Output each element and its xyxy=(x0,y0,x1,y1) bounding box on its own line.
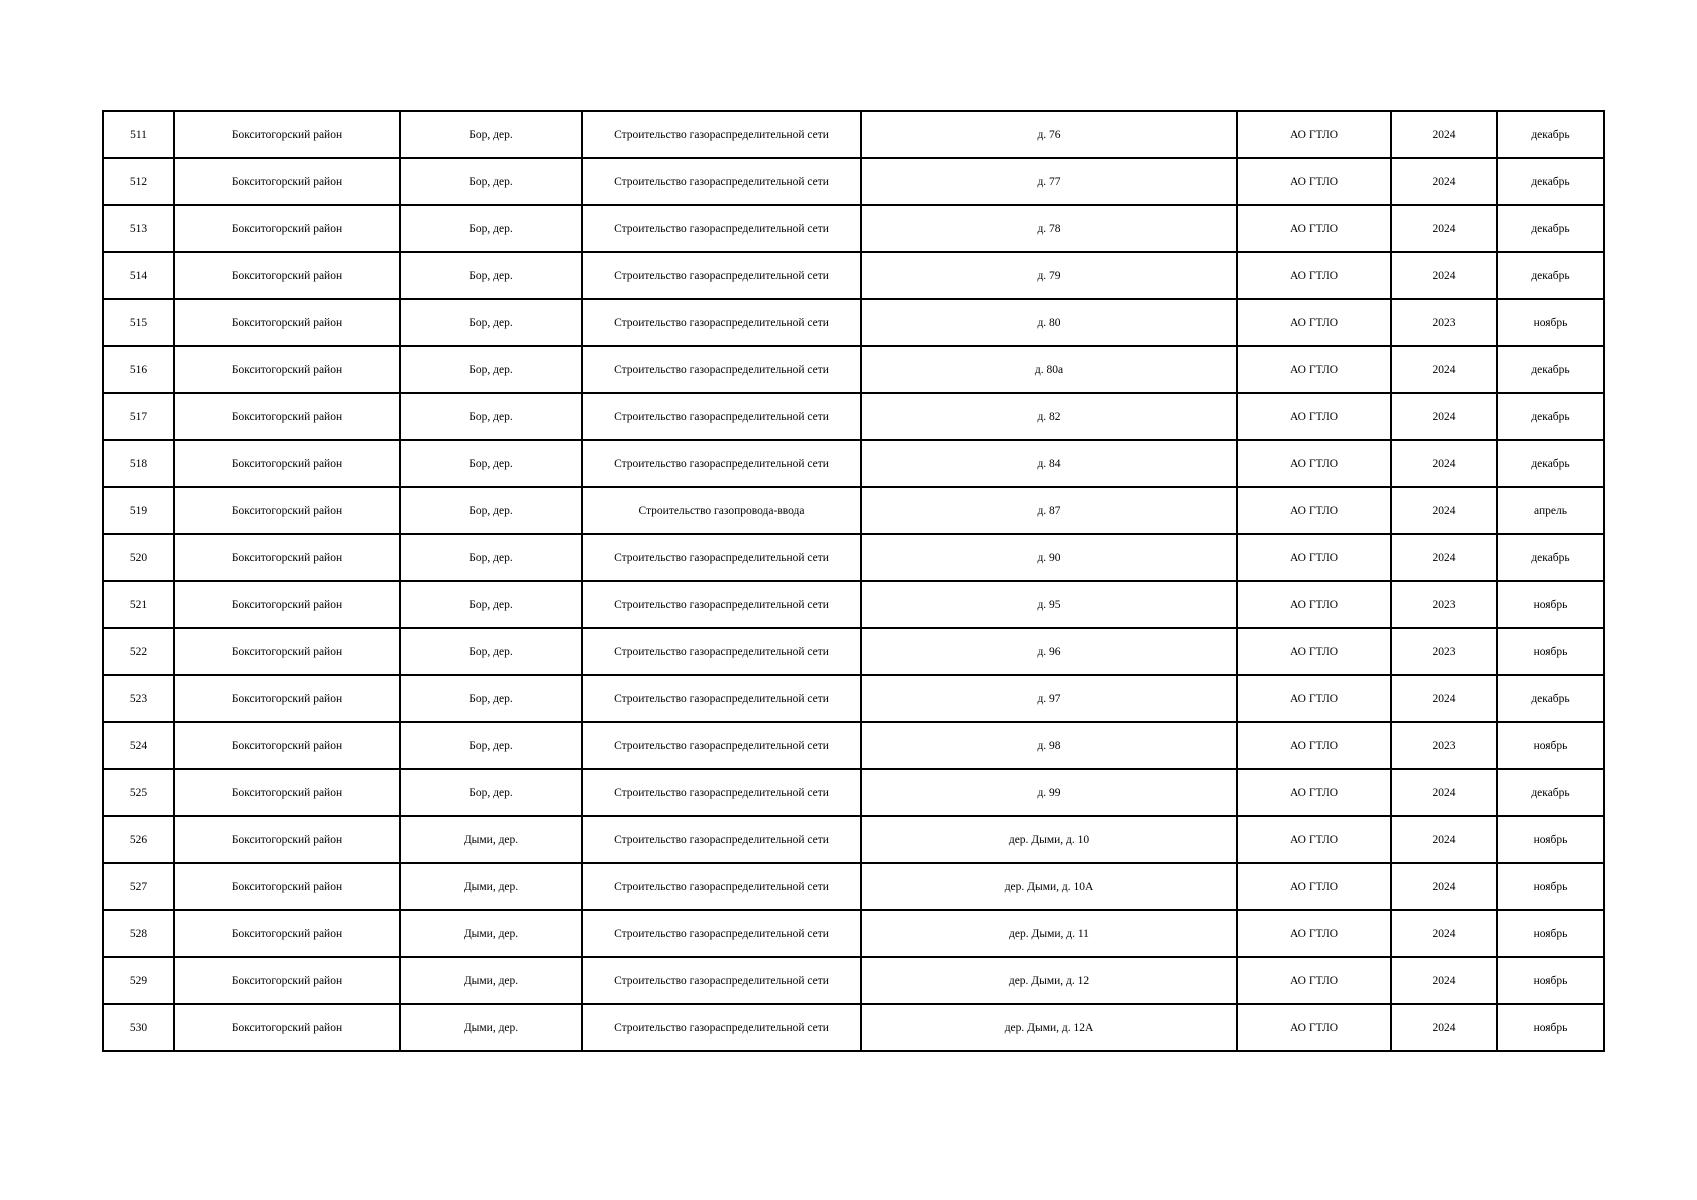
month-cell: ноябрь xyxy=(1497,628,1604,675)
table-body xyxy=(103,111,1604,1051)
work-type-cell: Строительство газораспределительной сети xyxy=(582,722,861,769)
organization-cell: АО ГТЛО xyxy=(1237,393,1391,440)
row-number-cell: 524 xyxy=(103,722,174,769)
address-cell: д. 77 xyxy=(861,158,1237,205)
organization-cell: АО ГТЛО xyxy=(1237,816,1391,863)
month-cell: декабрь xyxy=(1497,111,1604,158)
locality-cell: Дыми, дер. xyxy=(400,1004,582,1051)
table-row xyxy=(103,158,1604,205)
work-type-cell: Строительство газораспределительной сети xyxy=(582,534,861,581)
year-cell: 2024 xyxy=(1391,252,1497,299)
address-cell: д. 97 xyxy=(861,675,1237,722)
district-cell: Бокситогорский район xyxy=(174,158,400,205)
month-cell: декабрь xyxy=(1497,158,1604,205)
organization-cell: АО ГТЛО xyxy=(1237,675,1391,722)
row-number-cell: 523 xyxy=(103,675,174,722)
month-cell: ноябрь xyxy=(1497,299,1604,346)
organization-cell: АО ГТЛО xyxy=(1237,299,1391,346)
row-number-cell: 526 xyxy=(103,816,174,863)
row-number-cell: 517 xyxy=(103,393,174,440)
organization-cell: АО ГТЛО xyxy=(1237,205,1391,252)
address-cell: д. 98 xyxy=(861,722,1237,769)
month-cell: ноябрь xyxy=(1497,910,1604,957)
work-type-cell: Строительство газораспределительной сети xyxy=(582,299,861,346)
row-number-cell: 525 xyxy=(103,769,174,816)
address-cell: дер. Дыми, д. 10 xyxy=(861,816,1237,863)
month-cell: декабрь xyxy=(1497,252,1604,299)
organization-cell: АО ГТЛО xyxy=(1237,534,1391,581)
address-cell: д. 95 xyxy=(861,581,1237,628)
table-row xyxy=(103,863,1604,910)
year-cell: 2023 xyxy=(1391,628,1497,675)
gasification-schedule-table xyxy=(102,110,1605,1052)
address-cell: д. 80а xyxy=(861,346,1237,393)
locality-cell: Бор, дер. xyxy=(400,158,582,205)
address-cell: д. 84 xyxy=(861,440,1237,487)
month-cell: ноябрь xyxy=(1497,863,1604,910)
year-cell: 2024 xyxy=(1391,487,1497,534)
work-type-cell: Строительство газопровода-ввода xyxy=(582,487,861,534)
table-row xyxy=(103,628,1604,675)
locality-cell: Дыми, дер. xyxy=(400,957,582,1004)
locality-cell: Бор, дер. xyxy=(400,111,582,158)
table-row xyxy=(103,346,1604,393)
table-row xyxy=(103,1004,1604,1051)
row-number-cell: 513 xyxy=(103,205,174,252)
row-number-cell: 522 xyxy=(103,628,174,675)
locality-cell: Бор, дер. xyxy=(400,205,582,252)
organization-cell: АО ГТЛО xyxy=(1237,111,1391,158)
work-type-cell: Строительство газораспределительной сети xyxy=(582,957,861,1004)
address-cell: д. 79 xyxy=(861,252,1237,299)
locality-cell: Дыми, дер. xyxy=(400,910,582,957)
organization-cell: АО ГТЛО xyxy=(1237,487,1391,534)
district-cell: Бокситогорский район xyxy=(174,534,400,581)
table-row xyxy=(103,205,1604,252)
district-cell: Бокситогорский район xyxy=(174,863,400,910)
year-cell: 2024 xyxy=(1391,957,1497,1004)
organization-cell: АО ГТЛО xyxy=(1237,722,1391,769)
year-cell: 2024 xyxy=(1391,816,1497,863)
month-cell: декабрь xyxy=(1497,440,1604,487)
month-cell: декабрь xyxy=(1497,675,1604,722)
work-type-cell: Строительство газораспределительной сети xyxy=(582,910,861,957)
organization-cell: АО ГТЛО xyxy=(1237,252,1391,299)
locality-cell: Бор, дер. xyxy=(400,299,582,346)
table-row xyxy=(103,910,1604,957)
district-cell: Бокситогорский район xyxy=(174,393,400,440)
month-cell: ноябрь xyxy=(1497,957,1604,1004)
work-type-cell: Строительство газораспределительной сети xyxy=(582,675,861,722)
address-cell: дер. Дыми, д. 12А xyxy=(861,1004,1237,1051)
row-number-cell: 528 xyxy=(103,910,174,957)
work-type-cell: Строительство газораспределительной сети xyxy=(582,863,861,910)
year-cell: 2024 xyxy=(1391,440,1497,487)
row-number-cell: 529 xyxy=(103,957,174,1004)
address-cell: д. 87 xyxy=(861,487,1237,534)
work-type-cell: Строительство газораспределительной сети xyxy=(582,111,861,158)
table-row xyxy=(103,957,1604,1004)
work-type-cell: Строительство газораспределительной сети xyxy=(582,440,861,487)
organization-cell: АО ГТЛО xyxy=(1237,1004,1391,1051)
district-cell: Бокситогорский район xyxy=(174,346,400,393)
organization-cell: АО ГТЛО xyxy=(1237,581,1391,628)
year-cell: 2023 xyxy=(1391,722,1497,769)
district-cell: Бокситогорский район xyxy=(174,816,400,863)
row-number-cell: 518 xyxy=(103,440,174,487)
year-cell: 2024 xyxy=(1391,534,1497,581)
year-cell: 2024 xyxy=(1391,111,1497,158)
district-cell: Бокситогорский район xyxy=(174,440,400,487)
year-cell: 2023 xyxy=(1391,299,1497,346)
district-cell: Бокситогорский район xyxy=(174,769,400,816)
year-cell: 2024 xyxy=(1391,863,1497,910)
locality-cell: Бор, дер. xyxy=(400,346,582,393)
district-cell: Бокситогорский район xyxy=(174,722,400,769)
locality-cell: Бор, дер. xyxy=(400,393,582,440)
district-cell: Бокситогорский район xyxy=(174,957,400,1004)
organization-cell: АО ГТЛО xyxy=(1237,957,1391,1004)
table-row xyxy=(103,299,1604,346)
address-cell: д. 78 xyxy=(861,205,1237,252)
district-cell: Бокситогорский район xyxy=(174,299,400,346)
organization-cell: АО ГТЛО xyxy=(1237,910,1391,957)
work-type-cell: Строительство газораспределительной сети xyxy=(582,769,861,816)
work-type-cell: Строительство газораспределительной сети xyxy=(582,581,861,628)
year-cell: 2023 xyxy=(1391,581,1497,628)
table-row xyxy=(103,111,1604,158)
month-cell: апрель xyxy=(1497,487,1604,534)
year-cell: 2024 xyxy=(1391,675,1497,722)
table-row xyxy=(103,769,1604,816)
district-cell: Бокситогорский район xyxy=(174,205,400,252)
district-cell: Бокситогорский район xyxy=(174,111,400,158)
month-cell: декабрь xyxy=(1497,346,1604,393)
month-cell: ноябрь xyxy=(1497,816,1604,863)
locality-cell: Бор, дер. xyxy=(400,675,582,722)
row-number-cell: 512 xyxy=(103,158,174,205)
table-row xyxy=(103,440,1604,487)
table-row xyxy=(103,675,1604,722)
district-cell: Бокситогорский район xyxy=(174,487,400,534)
locality-cell: Дыми, дер. xyxy=(400,816,582,863)
locality-cell: Бор, дер. xyxy=(400,534,582,581)
organization-cell: АО ГТЛО xyxy=(1237,158,1391,205)
year-cell: 2024 xyxy=(1391,769,1497,816)
work-type-cell: Строительство газораспределительной сети xyxy=(582,252,861,299)
district-cell: Бокситогорский район xyxy=(174,1004,400,1051)
month-cell: ноябрь xyxy=(1497,1004,1604,1051)
locality-cell: Бор, дер. xyxy=(400,628,582,675)
month-cell: ноябрь xyxy=(1497,722,1604,769)
work-type-cell: Строительство газораспределительной сети xyxy=(582,628,861,675)
organization-cell: АО ГТЛО xyxy=(1237,628,1391,675)
address-cell: дер. Дыми, д. 10А xyxy=(861,863,1237,910)
month-cell: ноябрь xyxy=(1497,581,1604,628)
month-cell: декабрь xyxy=(1497,205,1604,252)
row-number-cell: 519 xyxy=(103,487,174,534)
district-cell: Бокситогорский район xyxy=(174,581,400,628)
row-number-cell: 521 xyxy=(103,581,174,628)
organization-cell: АО ГТЛО xyxy=(1237,440,1391,487)
year-cell: 2024 xyxy=(1391,1004,1497,1051)
address-cell: д. 82 xyxy=(861,393,1237,440)
work-type-cell: Строительство газораспределительной сети xyxy=(582,393,861,440)
locality-cell: Бор, дер. xyxy=(400,769,582,816)
locality-cell: Дыми, дер. xyxy=(400,863,582,910)
table-row xyxy=(103,581,1604,628)
year-cell: 2024 xyxy=(1391,910,1497,957)
table-row xyxy=(103,816,1604,863)
district-cell: Бокситогорский район xyxy=(174,252,400,299)
table-row xyxy=(103,487,1604,534)
district-cell: Бокситогорский район xyxy=(174,628,400,675)
year-cell: 2024 xyxy=(1391,393,1497,440)
work-type-cell: Строительство газораспределительной сети xyxy=(582,158,861,205)
locality-cell: Бор, дер. xyxy=(400,722,582,769)
row-number-cell: 530 xyxy=(103,1004,174,1051)
locality-cell: Бор, дер. xyxy=(400,252,582,299)
work-type-cell: Строительство газораспределительной сети xyxy=(582,205,861,252)
work-type-cell: Строительство газораспределительной сети xyxy=(582,1004,861,1051)
locality-cell: Бор, дер. xyxy=(400,487,582,534)
month-cell: декабрь xyxy=(1497,393,1604,440)
table-row xyxy=(103,252,1604,299)
row-number-cell: 516 xyxy=(103,346,174,393)
month-cell: декабрь xyxy=(1497,534,1604,581)
work-type-cell: Строительство газораспределительной сети xyxy=(582,346,861,393)
row-number-cell: 511 xyxy=(103,111,174,158)
address-cell: дер. Дыми, д. 12 xyxy=(861,957,1237,1004)
organization-cell: АО ГТЛО xyxy=(1237,769,1391,816)
address-cell: дер. Дыми, д. 11 xyxy=(861,910,1237,957)
row-number-cell: 515 xyxy=(103,299,174,346)
address-cell: д. 96 xyxy=(861,628,1237,675)
table-row xyxy=(103,722,1604,769)
organization-cell: АО ГТЛО xyxy=(1237,346,1391,393)
year-cell: 2024 xyxy=(1391,205,1497,252)
row-number-cell: 514 xyxy=(103,252,174,299)
table-row xyxy=(103,393,1604,440)
row-number-cell: 520 xyxy=(103,534,174,581)
locality-cell: Бор, дер. xyxy=(400,581,582,628)
address-cell: д. 76 xyxy=(861,111,1237,158)
address-cell: д. 80 xyxy=(861,299,1237,346)
table-row xyxy=(103,534,1604,581)
address-cell: д. 99 xyxy=(861,769,1237,816)
year-cell: 2024 xyxy=(1391,346,1497,393)
district-cell: Бокситогорский район xyxy=(174,910,400,957)
district-cell: Бокситогорский район xyxy=(174,675,400,722)
year-cell: 2024 xyxy=(1391,158,1497,205)
work-type-cell: Строительство газораспределительной сети xyxy=(582,816,861,863)
row-number-cell: 527 xyxy=(103,863,174,910)
address-cell: д. 90 xyxy=(861,534,1237,581)
organization-cell: АО ГТЛО xyxy=(1237,863,1391,910)
locality-cell: Бор, дер. xyxy=(400,440,582,487)
month-cell: декабрь xyxy=(1497,769,1604,816)
